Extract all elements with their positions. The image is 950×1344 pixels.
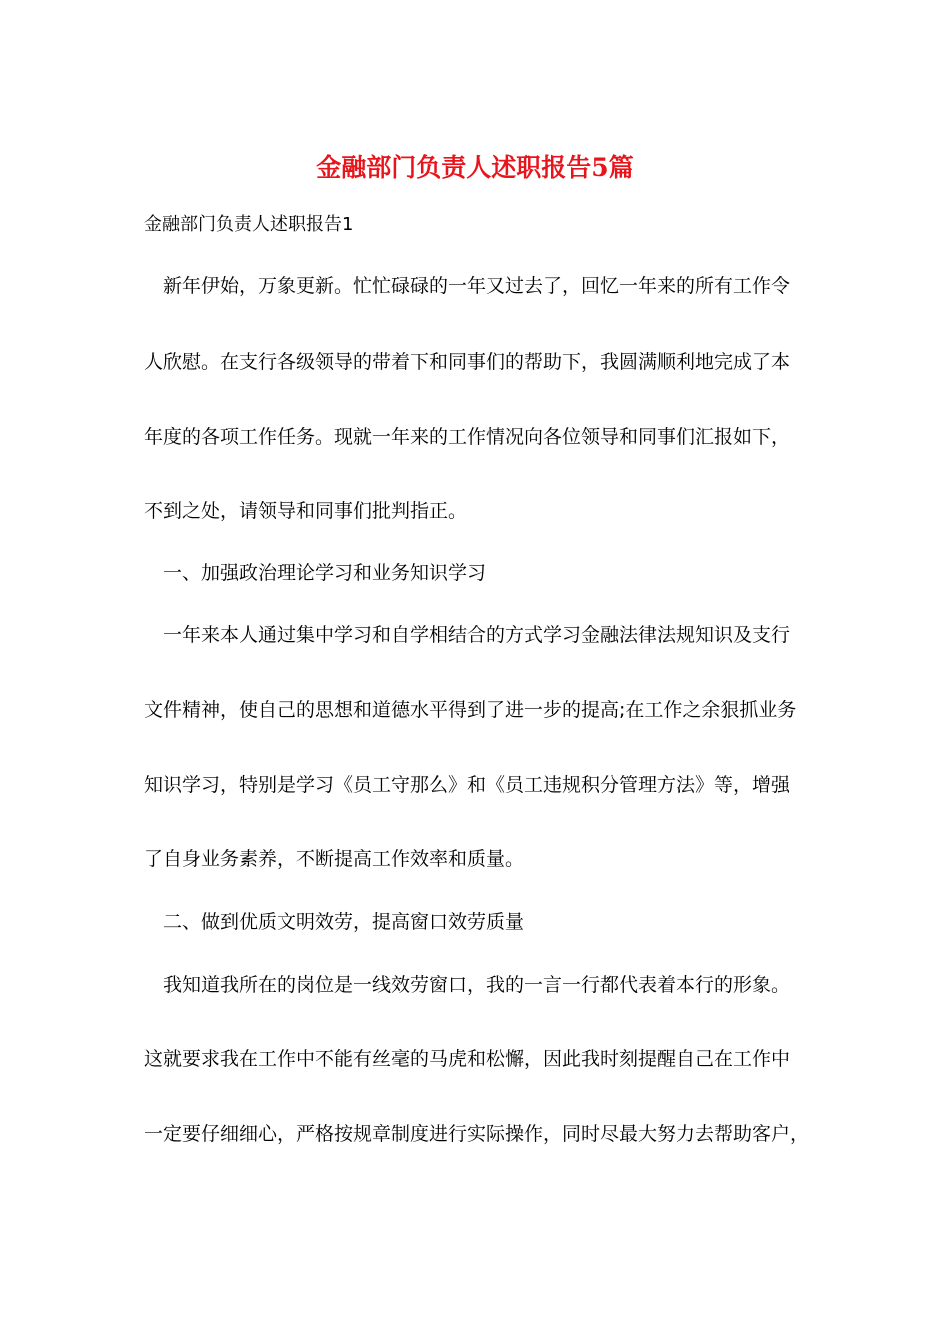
paragraph-line: 年度的各项工作任务。现就一年来的工作情况向各位领导和同事们汇报如下，	[144, 426, 791, 448]
document-title: 金融部门负责人述职报告5篇	[316, 153, 634, 182]
paragraph-line: 一定要仔细细心，严格按规章制度进行实际操作，同时尽最大努力去帮助客户，	[144, 1123, 810, 1145]
paragraph-line: 知识学习，特别是学习《员工守那么》和《员工违规积分管理方法》等，增强	[144, 774, 791, 796]
paragraph-line: 文件精神，使自己的思想和道德水平得到了进一步的提高;在工作之余狠抓业务	[144, 699, 797, 721]
section-subtitle: 金融部门负责人述职报告1	[144, 214, 354, 235]
paragraph-line: 这就要求我在工作中不能有丝毫的马虎和松懈，因此我时刻提醒自己在工作中	[144, 1048, 791, 1070]
paragraph-line: 了自身业务素养，不断提高工作效率和质量。	[144, 848, 525, 870]
paragraph-line: 我知道我所在的岗位是一线效劳窗口，我的一言一行都代表着本行的形象。	[163, 974, 791, 996]
section-heading: 二、做到优质文明效劳，提高窗口效劳质量	[163, 911, 525, 933]
section-heading: 一、加强政治理论学习和业务知识学习	[163, 562, 487, 584]
paragraph-line: 不到之处，请领导和同事们批判指正。	[144, 500, 468, 522]
paragraph-line: 人欣慰。在支行各级领导的带着下和同事们的帮助下，我圆满顺利地完成了本	[144, 351, 791, 373]
paragraph-line: 新年伊始，万象更新。忙忙碌碌的一年又过去了，回忆一年来的所有工作令	[163, 275, 791, 297]
paragraph-line: 一年来本人通过集中学习和自学相结合的方式学习金融法律法规知识及支行	[163, 624, 791, 646]
